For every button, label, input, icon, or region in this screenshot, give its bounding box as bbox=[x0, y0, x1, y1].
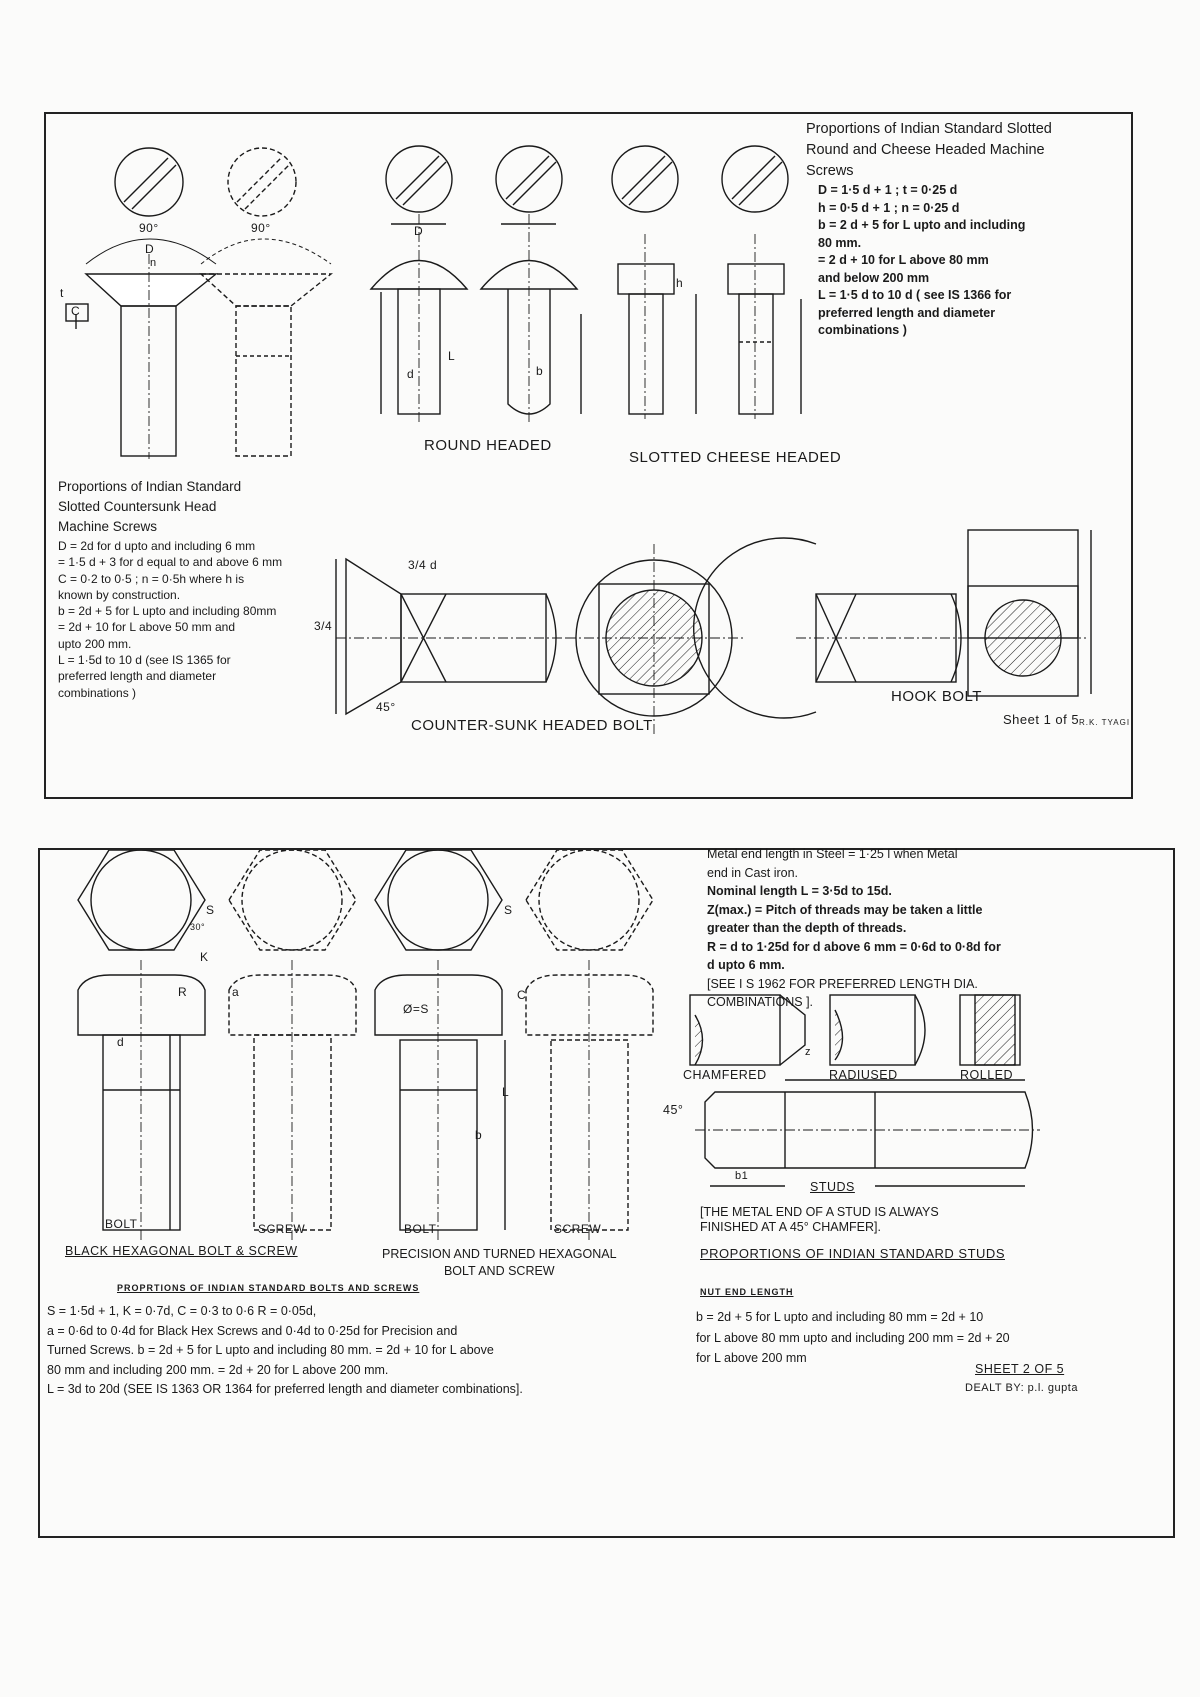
text-line: BOLT AND SCREW bbox=[443, 1264, 555, 1278]
text-line: and below 200 mm bbox=[818, 270, 930, 285]
stud-chamfer-note bbox=[700, 1205, 939, 1235]
bolt-label: BOLT bbox=[404, 1222, 437, 1236]
square-neck-bolt-end bbox=[566, 544, 746, 734]
text-line: Proportions of Indian Standard Slotted bbox=[806, 121, 1052, 137]
text-line: L = 3d to 20d (SEE IS 1363 OR 1364 for preferred length and diameter combinations]. bbox=[47, 1382, 523, 1396]
dim-three-quarter-d: 3/4 d bbox=[408, 558, 438, 572]
dim-L: L bbox=[502, 1085, 510, 1099]
dim-d: d bbox=[407, 367, 415, 381]
radiused-label: RADIUSED bbox=[829, 1068, 898, 1082]
angle-label: 90° bbox=[251, 221, 271, 235]
text-line: for L above 200 mm bbox=[696, 1351, 807, 1365]
text-line: for L above 80 mm upto and including 200 mm = 2d + 20 bbox=[696, 1330, 1010, 1345]
stud-notes bbox=[707, 845, 1001, 1012]
dim-three-quarter: 3/4 bbox=[314, 619, 333, 633]
dim-b1: b1 bbox=[735, 1170, 749, 1182]
dim-phi-S: Ø=S bbox=[403, 1002, 429, 1016]
dim-b: b bbox=[475, 1128, 483, 1142]
drawn-by: R.K. TYAGI bbox=[1079, 718, 1131, 727]
text-line: L = 1·5 d to 10 d ( see IS 1366 for bbox=[818, 288, 1012, 302]
text-line: Round and Cheese Headed Machine bbox=[806, 142, 1045, 158]
dim-z: z bbox=[805, 1046, 811, 1058]
countersunk-proportion-values bbox=[58, 538, 282, 701]
chamfered-label: CHAMFERED bbox=[683, 1068, 767, 1082]
text-line: a = 0·6d to 0·4d for Black Hex Screws and 0·4d to 0·25d for Precision and bbox=[47, 1323, 458, 1338]
hex-bolt-screw-views bbox=[78, 960, 653, 1240]
round-cheese-top-views bbox=[386, 146, 788, 212]
round-cheese-proportion-values bbox=[818, 182, 1025, 340]
dim-d: d bbox=[117, 1035, 125, 1049]
hex-top-views bbox=[78, 850, 653, 950]
text-line: PRECISION AND TURNED HEXAGONAL bbox=[382, 1247, 617, 1261]
bolt-label: BOLT bbox=[105, 1217, 138, 1231]
hook-bolt-label: HOOK BOLT bbox=[891, 688, 982, 705]
text-line: FINISHED AT A 45° CHAMFER]. bbox=[700, 1220, 881, 1234]
text-line: h = 0·5 d + 1 ; n = 0·25 d bbox=[818, 200, 960, 215]
text-line: Screws bbox=[806, 163, 854, 179]
text-line: combinations ) bbox=[818, 323, 907, 337]
sheet-2-drawing bbox=[40, 850, 1173, 1536]
nut-end-title: NUT END LENGTH bbox=[700, 1287, 794, 1297]
text-line: end in Cast iron. bbox=[707, 865, 799, 880]
dim-h: h bbox=[676, 276, 684, 290]
round-headed-label: ROUND HEADED bbox=[424, 437, 552, 454]
text-line: [THE METAL END OF A STUD IS ALWAYS bbox=[700, 1205, 939, 1219]
round-headed-screws bbox=[371, 214, 581, 424]
text-line: preferred length and diameter bbox=[818, 305, 996, 320]
text-line: Proportions of Indian Standard bbox=[58, 479, 242, 494]
text-line: combinations ) bbox=[58, 685, 137, 700]
dim-R: R bbox=[178, 985, 188, 999]
text-line: R = d to 1·25d for d above 6 mm = 0·6d to 0·8d for bbox=[707, 939, 1001, 954]
drawn-by: DEALT BY: p.l. gupta bbox=[965, 1382, 1078, 1394]
angle-45: 45° bbox=[663, 1103, 684, 1117]
text-line: preferred length and diameter bbox=[58, 669, 217, 684]
text-line: = 2 d + 10 for L above 80 mm bbox=[818, 253, 989, 267]
text-line: 80 mm. bbox=[818, 235, 862, 250]
text-line: D = 1·5 d + 1 ; t = 0·25 d bbox=[818, 183, 958, 197]
angle-label: 90° bbox=[139, 221, 159, 235]
cheese-headed-screws bbox=[618, 234, 801, 419]
dim-D: D bbox=[414, 224, 424, 238]
dim-t: t bbox=[60, 286, 64, 300]
dim-C: C bbox=[71, 304, 81, 318]
bolt-proportions bbox=[47, 1302, 523, 1400]
text-line: upto 200 mm. bbox=[58, 636, 132, 651]
screw-label: SCREW bbox=[258, 1222, 306, 1236]
dim-S: S bbox=[206, 903, 215, 917]
dim-S: S bbox=[504, 903, 513, 917]
studs-label: STUDS bbox=[810, 1180, 855, 1194]
text-line: b = 2d + 5 for L upto and including 80mm bbox=[58, 604, 277, 619]
angle-30: 30° bbox=[190, 922, 206, 932]
countersunk-screw-views bbox=[66, 239, 331, 459]
text-line: Nominal length L = 3·5d to 15d. bbox=[707, 884, 892, 898]
text-line: greater than the depth of threads. bbox=[707, 921, 907, 935]
dim-C: C bbox=[517, 988, 527, 1002]
text-line: d upto 6 mm. bbox=[707, 958, 785, 972]
text-line: L = 1·5d to 10 d (see IS 1365 for bbox=[58, 653, 231, 668]
text-line: known by construction. bbox=[58, 587, 181, 602]
text-line: Slotted Countersunk Head bbox=[58, 499, 217, 514]
dim-K: K bbox=[200, 950, 209, 964]
text-line: Turned Screws. b = 2d + 5 for L upto and including 80 mm. = 2d + 10 for L above bbox=[47, 1343, 494, 1357]
text-line: Z(max.) = Pitch of threads may be taken a little bbox=[707, 902, 983, 917]
text-line: Metal end length in Steel = 1·25 l when Metal bbox=[707, 847, 958, 861]
text-line: D = 2d for d upto and including 6 mm bbox=[58, 539, 256, 553]
dim-n: n bbox=[150, 257, 157, 269]
rolled-label: ROLLED bbox=[960, 1068, 1014, 1082]
dim-D: D bbox=[145, 242, 155, 256]
sheet-number: SHEET 2 OF 5 bbox=[975, 1362, 1065, 1376]
countersunk-proportions-title bbox=[58, 477, 241, 537]
text-line: = 1·5 d + 3 for d equal to and above 6 mm bbox=[58, 555, 283, 570]
text-line: C = 0·2 to 0·5 ; n = 0·5h where h is bbox=[58, 571, 245, 586]
countersunk-top-view bbox=[115, 148, 296, 216]
text-line: b = 2d + 5 for L upto and including 80 mm = 2d + 10 bbox=[696, 1310, 984, 1324]
black-hex-title: BLACK HEXAGONAL BOLT & SCREW bbox=[65, 1244, 298, 1258]
dim-b: b bbox=[536, 364, 544, 378]
slotted-cheese-label: SLOTTED CHEESE HEADED bbox=[629, 449, 842, 466]
dim-a: a bbox=[232, 985, 240, 999]
sheet-2 bbox=[38, 848, 1175, 1538]
countersunk-bolt-label: COUNTER-SUNK HEADED BOLT bbox=[411, 717, 653, 734]
angle-label: 45° bbox=[376, 700, 396, 714]
dim-L: L bbox=[448, 349, 456, 363]
text-line: = 2d + 10 for L above 50 mm and bbox=[58, 620, 236, 635]
text-line: Machine Screws bbox=[58, 519, 158, 534]
stud-title: PROPORTIONS OF INDIAN STANDARD STUDS bbox=[700, 1246, 1005, 1261]
bolt-proportions-title: PROPRTIONS OF INDIAN STANDARD BOLTS AND SCREWS bbox=[117, 1283, 420, 1293]
round-cheese-proportions bbox=[806, 119, 1052, 182]
sheet-1 bbox=[44, 112, 1133, 799]
text-line: S = 1·5d + 1, K = 0·7d, C = 0·3 to 0·6 R = 0·05d, bbox=[47, 1304, 317, 1318]
text-line: 80 mm and including 200 mm. = 2d + 20 for L above 200 mm. bbox=[47, 1362, 389, 1377]
countersunk-bolt bbox=[336, 559, 566, 714]
screw-label: SCREW bbox=[554, 1222, 602, 1236]
text-line: [SEE I S 1962 FOR PREFERRED LENGTH DIA. bbox=[707, 976, 978, 991]
sheet-number: Sheet 1 of 5 bbox=[1003, 712, 1080, 727]
precision-title bbox=[382, 1246, 617, 1280]
nut-end-values bbox=[696, 1307, 1010, 1369]
text-line: COMBINATIONS ]. bbox=[707, 995, 814, 1009]
text-line: b = 2 d + 5 for L upto and including bbox=[818, 218, 1026, 232]
